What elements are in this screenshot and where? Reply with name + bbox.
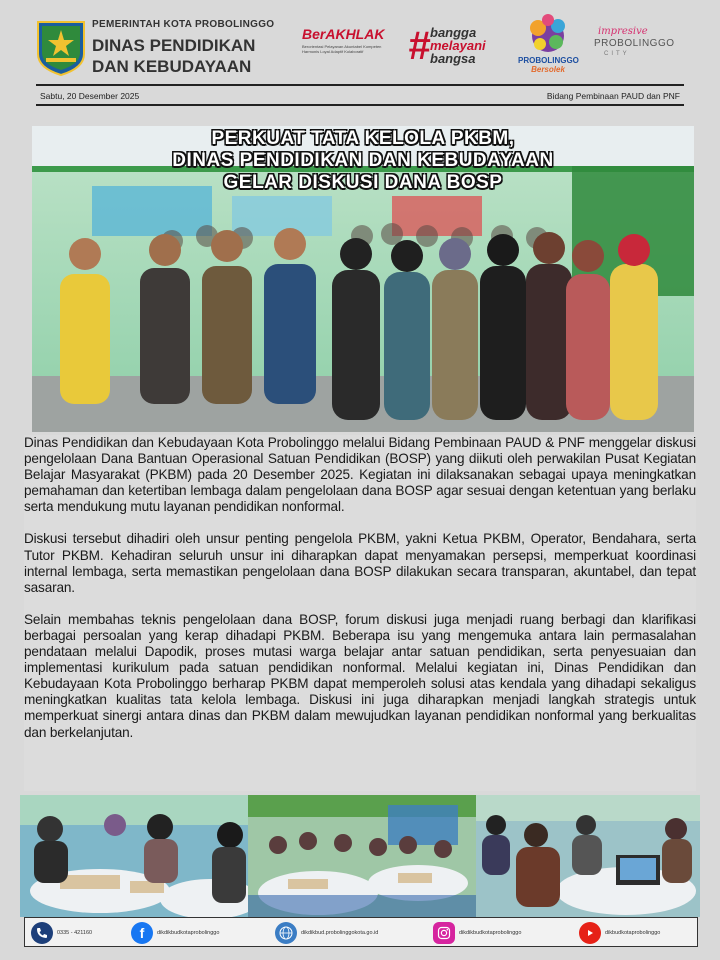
contact-instagram[interactable] <box>433 921 521 945</box>
impresive-text-1: impresive <box>598 26 648 37</box>
gallery-photo-1 <box>20 795 248 917</box>
department-name-line-1: DINAS PENDIDIKAN <box>92 36 256 55</box>
contact-footer <box>24 917 698 947</box>
hashtag-icon: # <box>408 24 431 68</box>
youtube-handle: dikbudkotaprobolinggo <box>605 930 661 936</box>
contact-website[interactable] <box>275 921 378 945</box>
berakhlak-tagline: Berorientasi Pelayanan Akuntabel Kompeten Harmonis Loyal Adaptif Kolaboratif <box>302 44 382 54</box>
government-name: PEMERINTAH KOTA PROBOLINGGO <box>92 19 275 30</box>
impresive-probolinggo-logo <box>594 24 678 68</box>
department-name <box>92 35 292 77</box>
impresive-text-2: PROBOLINGGO <box>594 38 675 49</box>
headline-line-2: DINAS PENDIDIKAN DAN KEBUDAYAAN <box>172 150 554 171</box>
publication-date: Sabtu, 20 Desember 2025 <box>40 91 140 101</box>
probolinggo-bersolek-logo <box>518 12 578 76</box>
bangga-word-2: melayani <box>430 38 486 53</box>
department-name-line-2: DAN KEBUDAYAAN <box>92 57 252 76</box>
letterhead <box>0 0 720 84</box>
header-rule-top <box>36 84 684 86</box>
phone-icon <box>31 922 53 944</box>
gallery-photo-2 <box>248 795 476 917</box>
bersolek-emblem-icon <box>518 12 578 56</box>
bangga-melayani-wordmark <box>430 26 486 65</box>
impresive-text-3: CITY <box>604 51 630 57</box>
bangga-melayani-logo <box>408 24 508 70</box>
bersolek-text-2: Bersolek <box>531 65 565 74</box>
paragraph-3: Selain membahas teknis pengelolaan dana BOSP, forum diskusi juga menjadi ruang berbagi dan klarifikasi berbagai persoalan yang kerap dihadapi PKBM. Beberapa isu yang mengemuka antara lain permasalahan pendataan melalui Dapodik, proses mutasi warga belajar antar satuan pendidikan, serta penyesuaian dan implementasi kurikulum pada satuan pendidikan nonformal. Melalui kegiatan ini, Dinas Pendidikan dan Kebudayaan Kota Probolinggo berharap PKBM dapat memperoleh solusi atas kendala yang dihadapi sekaligus meningkatkan kualitas tata kelola lembaga. Diskusi ini juga diharapkan menjadi langkah strategis untuk memperkuat sinergi antara dinas dan PKBM dalam mewujudkan layanan pendidikan nonformal yang berkualitas dan berkelanjutan. <box>24 611 696 740</box>
contact-facebook[interactable] <box>131 921 219 945</box>
contact-youtube[interactable] <box>579 921 660 945</box>
website-url: dikdikbud.probolinggokota.go.id <box>301 930 379 936</box>
youtube-icon <box>579 922 601 944</box>
berakhlak-wordmark: BerAKHLAK <box>302 26 385 42</box>
headline-line-1: PERKUAT TATA KELOLA PKBM, <box>211 128 515 149</box>
contact-phone[interactable] <box>31 921 92 945</box>
headline-line-3: GELAR DISKUSI DANA BOSP <box>223 172 503 193</box>
instagram-icon <box>433 922 455 944</box>
paragraph-1: Dinas Pendidikan dan Kebudayaan Kota Probolinggo melalui Bidang Pembinaan PAUD & PNF menggelar diskusi pengelolaan Dana Bantuan Operasional Satuan Pendidikan (BOSP) yang diikuti oleh perwakilan Pusat Kegiatan Belajar Masyarakat (PKBM) pada 20 Desember 2025. Kegiatan ini dilaksanakan sebagai upaya meningkatkan pemahaman dan ketertiban lembaga dalam pengelolaan dana BOSP agar sesuai dengan ketentuan yang berlaku serta mendukung mutu layanan pendidikan nonformal. <box>24 435 696 515</box>
paragraph-2: Diskusi tersebut dihadiri oleh unsur penting pengelola PKBM, yakni Ketua PKBM, Operator, Bendahara, serta Tutor PKBM. Kehadiran seluruh unsur ini diharapkan dapat menyamakan persepsi, memperkuat koordinasi internal lembaga, serta memastikan pengelolaan dana BOSP dilakukan secara transparan, akuntabel, dan tepat sasaran. <box>24 531 696 595</box>
hero-photo <box>32 126 694 432</box>
facebook-icon: f <box>131 922 153 944</box>
headline <box>32 128 694 194</box>
gallery-photo-3 <box>476 795 700 917</box>
globe-icon <box>275 922 297 944</box>
bersolek-text-1: PROBOLINGGO <box>518 56 579 65</box>
bangga-word-3: bangsa <box>430 51 476 66</box>
article-body <box>24 435 696 791</box>
phone-number: 0335 - 421160 <box>57 930 93 936</box>
bangga-word-1: bangga <box>430 25 477 40</box>
header-rule-bottom <box>36 104 684 106</box>
photo-gallery <box>20 795 700 917</box>
facebook-handle: dikdikbudkotaprobolinggo <box>157 930 220 936</box>
section-name: Bidang Pembinaan PAUD dan PNF <box>546 91 680 101</box>
instagram-handle: dikdikbudkotaprobolinggo <box>459 930 522 936</box>
crest-icon <box>36 20 86 76</box>
berakhlak-logo <box>302 26 402 68</box>
